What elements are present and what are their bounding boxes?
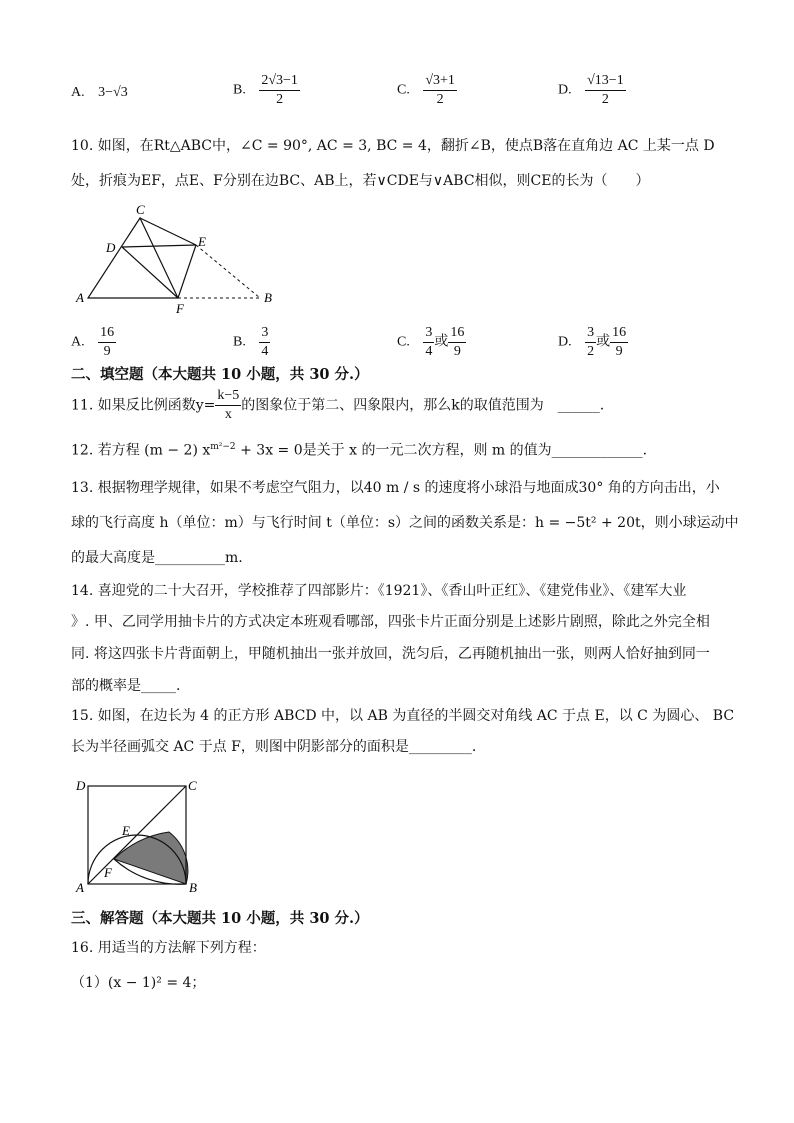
q16-sub-1: （1）(x − 1)² = 4； [71, 975, 206, 991]
option-letter: D. [558, 334, 572, 350]
q15-line-2: 长为半径画弧交 AC 于点 F，则图中阴影部分的面积是_________. [71, 739, 477, 755]
option-letter: D. [558, 82, 572, 98]
option-fraction [585, 74, 626, 107]
q9-option-a [71, 86, 128, 100]
fraction-numerator: 2√3−1 [259, 74, 300, 91]
fraction-denominator: 4 [261, 344, 269, 359]
fraction-denominator: x [224, 407, 232, 422]
fraction-numerator: √3+1 [423, 74, 457, 91]
fraction-numerator: √13−1 [585, 74, 626, 91]
option-letter: B. [233, 334, 246, 350]
label-a: A [76, 290, 84, 305]
label-e: E [198, 234, 206, 249]
label-c: C [136, 202, 145, 217]
option-fraction [423, 326, 434, 359]
q10-option-c [397, 326, 466, 359]
label-f: F [176, 301, 184, 316]
q12-prefix: 12. 若方程 (m − 2) x [71, 442, 211, 459]
q12 [71, 443, 647, 458]
q11-prefix: 11. 如果反比例函数y= [71, 397, 216, 414]
label-b: B [264, 290, 272, 305]
option-letter: C. [397, 334, 410, 350]
q9-option-c [397, 74, 457, 107]
fraction-numerator: 16 [610, 326, 628, 343]
fraction-denominator: 9 [103, 344, 111, 359]
q13-line-1: 13. 根据物理学规律，如果不考虑空气阻力，以40 m / s 的速度将小球沿与地面成30° 角的方向击出，小 [71, 480, 720, 496]
label-a: A [76, 880, 84, 894]
fraction-numerator: k−5 [215, 389, 241, 406]
label-d: D [106, 240, 116, 255]
fraction-denominator: 2 [436, 92, 444, 107]
q10-option-b [233, 326, 270, 359]
option-value: 3−√3 [98, 85, 128, 100]
option-fraction [259, 326, 270, 359]
q14-line-1: 14. 喜迎党的二十大召开，学校推荐了四部影片：《1921》、《香山叶正红》、《建党伟业》、《建军大业 [71, 583, 687, 599]
label-c: C [188, 778, 197, 793]
q14-line-2: 》. 甲、乙同学用抽卡片的方式决定本班观看哪部，四张卡片正面分别是上述影片剧照，除此之外完全相 [71, 614, 710, 630]
fraction-denominator: 9 [615, 344, 623, 359]
q9-option-b [233, 74, 300, 107]
q10-option-a [71, 326, 116, 359]
fraction-numerator: 16 [98, 326, 116, 343]
q14-line-4: 部的概率是_____. [71, 678, 181, 694]
option-fraction [585, 326, 596, 359]
option-letter: C. [397, 82, 410, 98]
q12-exponent: m²−2 [210, 442, 236, 452]
fraction-numerator: 3 [259, 326, 270, 343]
label-b: B [189, 880, 197, 894]
option-fraction [423, 74, 457, 107]
q9-option-d [558, 74, 626, 107]
option-or: 或 [434, 334, 449, 350]
q11 [71, 389, 604, 422]
q10-line-1: 10. 如图，在Rt△ABC中，∠C = 90°, AC = 3, BC = 4，翻折∠B，使点B落在直角边 AC 上某一点 D [71, 138, 715, 154]
label-d: D [76, 778, 86, 793]
option-letter: A. [71, 85, 85, 100]
section-3-heading: 三、解答题（本大题共 10 小题，共 30 分.） [71, 910, 369, 927]
fraction-denominator: 2 [601, 92, 609, 107]
q10-figure [70, 200, 290, 316]
option-letter: A. [71, 334, 85, 350]
q14-line-3: 同. 将这四张卡片背面朝上，甲随机抽出一张并放回，洗匀后，乙再随机抽出一张，则两人恰好抽到同一 [71, 646, 710, 662]
option-fraction-2 [610, 326, 628, 359]
q16-line-1: 16. 用适当的方法解下列方程： [71, 940, 266, 956]
option-fraction [98, 326, 116, 359]
option-letter: B. [233, 82, 246, 98]
fraction-numerator: 3 [423, 326, 434, 343]
fraction-denominator: 2 [587, 344, 595, 359]
q15-line-1: 15. 如图，在边长为 4 的正方形 ABCD 中，以 AB 为直径的半圆交对角线 AC 于点 E，以 C 为圆心、 BC [71, 708, 735, 724]
fraction-denominator: 4 [425, 344, 433, 359]
q11-fraction [215, 389, 241, 422]
option-fraction [259, 74, 300, 107]
q11-suffix: 的图象位于第二、四象限内，那么k的取值范围为 ______. [241, 397, 605, 414]
q13-line-2: 球的飞行高度 h（单位：m）与飞行时间 t（单位：s）之间的函数关系是：h = −5t² + 20t，则小球运动中 [71, 515, 739, 531]
option-fraction-2 [448, 326, 466, 359]
q13-line-3: 的最大高度是__________m. [71, 550, 243, 566]
fraction-denominator: 9 [453, 344, 461, 359]
section-2-heading: 二、填空题（本大题共 10 小题，共 30 分.） [71, 366, 369, 383]
q15-figure [70, 774, 210, 894]
fraction-denominator: 2 [276, 92, 284, 107]
q10-option-d [558, 326, 628, 359]
label-f: F [104, 865, 112, 880]
option-or: 或 [596, 334, 611, 350]
fraction-numerator: 16 [448, 326, 466, 343]
q10-line-2: 处，折痕为EF，点E、F分别在边BC、AB上，若∨CDE与∨ABC相似，则CE的长为（ ） [71, 173, 650, 189]
fraction-numerator: 3 [585, 326, 596, 343]
q12-suffix: + 3x = 0是关于 x 的一元二次方程，则 m 的值为_____________. [235, 442, 648, 459]
label-e: E [122, 823, 130, 838]
